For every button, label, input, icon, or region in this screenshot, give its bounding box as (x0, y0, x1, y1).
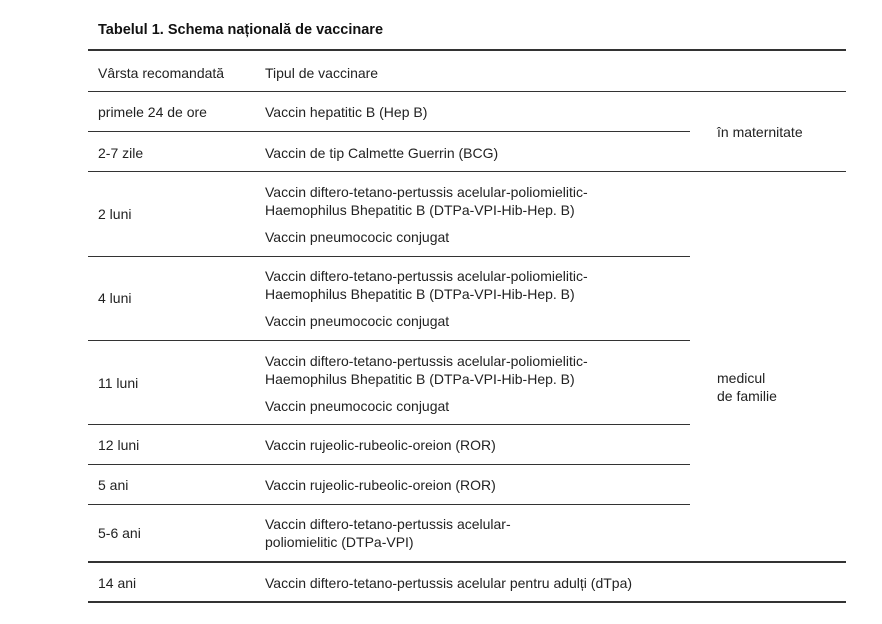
row-age: 2-7 zile (98, 145, 144, 161)
location-maternity: în maternitate (717, 124, 803, 140)
row-divider (88, 561, 846, 563)
row-vaccine: poliomielitic (DTPa-VPI) (265, 534, 414, 550)
row-age: 14 ani (98, 575, 137, 591)
row-age: 4 luni (98, 290, 132, 306)
row-vaccine: Vaccin rujeolic-rubeolic-oreion (ROR) (265, 437, 496, 453)
row-age: 5 ani (98, 477, 129, 493)
section-divider (88, 171, 846, 172)
top-rule (88, 49, 846, 51)
row-age: 2 luni (98, 206, 132, 222)
row-vaccine: Vaccin diftero-tetano-pertussis acelular-poliomielitic- (265, 268, 588, 284)
row-vaccine: Vaccin pneumococic conjugat (265, 313, 450, 329)
row-vaccine: Haemophilus Bhepatitic B (DTPa-VPI-Hib-Hep. B) (265, 202, 575, 218)
row-vaccine: Vaccin diftero-tetano-pertussis acelular pentru adulți (dTpa) (265, 575, 633, 591)
row-divider (88, 424, 690, 425)
row-vaccine: Vaccin diftero-tetano-pertussis acelular-poliomielitic- (265, 353, 588, 369)
row-divider (88, 464, 690, 465)
table-title: Tabelul 1. Schema națională de vaccinare (98, 22, 384, 38)
row-vaccine: Vaccin diftero-tetano-pertussis acelular-poliomielitic- (265, 184, 588, 200)
row-divider (88, 504, 690, 505)
row-vaccine: Haemophilus Bhepatitic B (DTPa-VPI-Hib-Hep. B) (265, 286, 575, 302)
row-vaccine: Vaccin pneumococic conjugat (265, 398, 450, 414)
location-family-doctor-line2: de familie (717, 388, 777, 404)
bottom-rule (88, 601, 846, 603)
row-vaccine: Vaccin rujeolic-rubeolic-oreion (ROR) (265, 477, 496, 493)
row-divider (88, 340, 690, 341)
header-age: Vârsta recomandată (98, 65, 225, 81)
header-type: Tipul de vaccinare (265, 65, 379, 81)
row-divider (88, 256, 690, 257)
row-divider (88, 131, 690, 132)
row-vaccine: Vaccin pneumococic conjugat (265, 229, 450, 245)
row-age: 12 luni (98, 437, 140, 453)
header-rule (88, 91, 846, 92)
row-age: 5-6 ani (98, 525, 141, 541)
row-vaccine: Haemophilus Bhepatitic B (DTPa-VPI-Hib-Hep. B) (265, 371, 575, 387)
row-vaccine: Vaccin de tip Calmette Guerrin (BCG) (265, 145, 499, 161)
location-family-doctor-line1: medicul (717, 370, 766, 386)
row-vaccine: Vaccin hepatitic B (Hep B) (265, 104, 428, 120)
row-vaccine: Vaccin diftero-tetano-pertussis acelular- (265, 516, 511, 532)
row-age: 11 luni (98, 375, 139, 391)
row-age: primele 24 de ore (98, 104, 207, 120)
